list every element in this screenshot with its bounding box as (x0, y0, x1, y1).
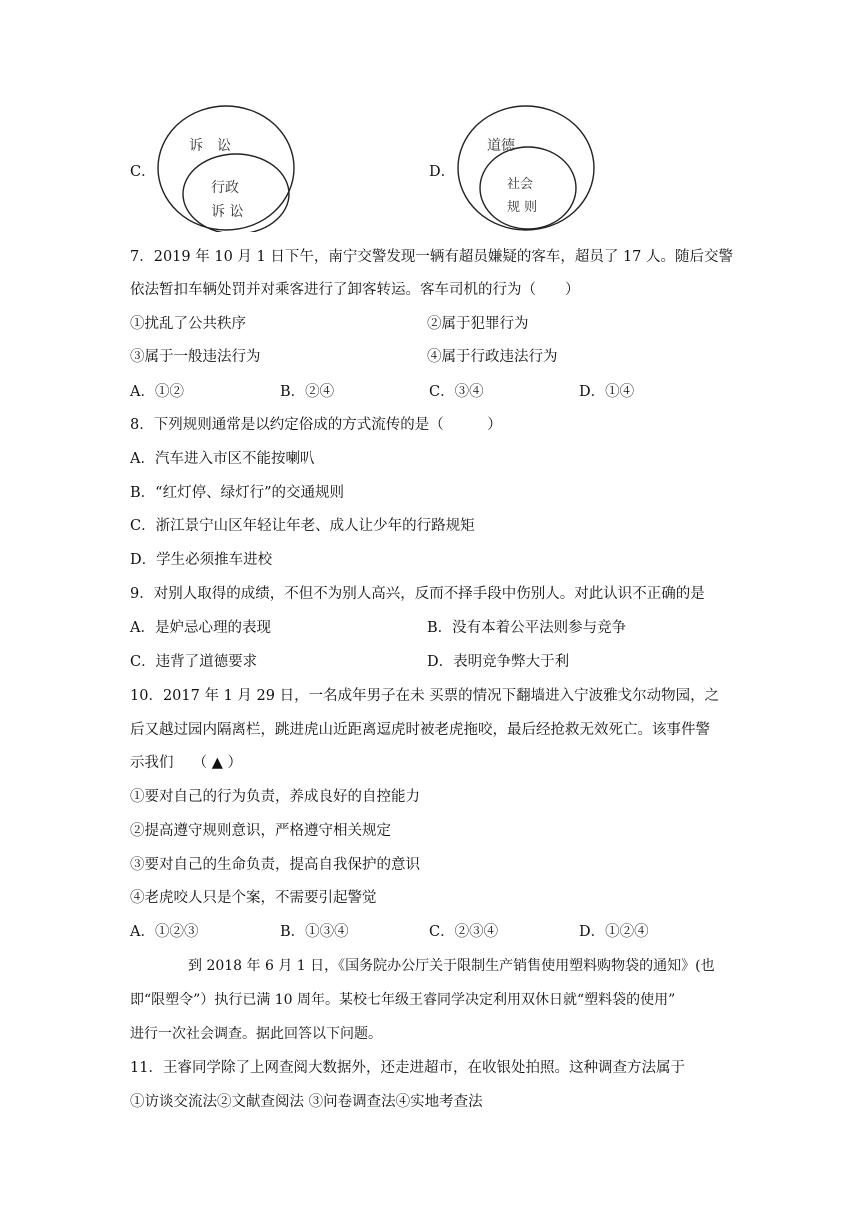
q7-statement-2: ②属于犯罪行为 (427, 316, 529, 332)
q8-stem: 8．下列规则通常是以约定俗成的方式流传的是（ ） (130, 417, 502, 433)
q10-stem-line3: 示我们 （ ▲ ） (130, 755, 242, 771)
passage-line1: 到 2018 年 6 月 1 日，《国务院办公厅关于限制生产销售使用塑料购物袋的通知》(也 (188, 958, 715, 974)
q7-statement-3: ③属于一般违法行为 (130, 349, 261, 365)
inner-label-1: 社会 (507, 177, 534, 192)
q7-stem-line1: 7．2019 年 10 月 1 日下午，南宁交警发现一辆有超员嫌疑的客车，超员了 17 人。随后交警 (130, 249, 734, 265)
q10-statement-3: ③要对自己的生命负责，提高自我保护的意识 (130, 857, 420, 873)
q10-option-b: B．①③④ (280, 924, 349, 940)
passage-line3: 进行一次社会调查。据此回答以下问题。 (130, 1026, 382, 1042)
q9-option-b: B．没有本着公平法则参与竞争 (427, 620, 627, 636)
q7-option-d: D．①④ (579, 384, 635, 400)
option-d-letter: D． (429, 164, 456, 180)
q8-option-c: C．浙江景宁山区年轻让年老、成人让少年的行路规矩 (130, 518, 475, 534)
outer-label: 诉 讼 (189, 138, 231, 154)
q8-option-b: B．“红灯停、绿灯行”的交通规则 (130, 485, 344, 501)
q11-statements: ①访谈交流法②文献查阅法 ③问卷调查法④实地考查法 (130, 1094, 483, 1110)
q11-stem: 11．王睿同学除了上网查阅大数据外，还走进超市，在收银处拍照。这种调查方法属于 (130, 1060, 685, 1076)
venn-diagram-c (153, 102, 303, 232)
q7-statement-1: ①扰乱了公共秩序 (130, 316, 246, 332)
inner-label-2: 规 则 (507, 200, 538, 215)
inner-label-2: 诉 讼 (211, 204, 244, 220)
q9-stem: 9．对别人取得的成绩，不但不为别人高兴，反而不择手段中伤别人。对此认识不正确的是 (130, 586, 705, 602)
q7-option-a: A．①② (130, 384, 184, 400)
passage-line2: 即“限塑令”）执行已满 10 周年。某校七年级王睿同学决定利用双休日就“塑料袋的使用” (130, 992, 676, 1008)
q10-statement-4: ④老虎咬人只是个案，不需要引起警觉 (130, 890, 377, 906)
q9-option-c: C．违背了道德要求 (130, 654, 258, 670)
q10-option-a: A．①②③ (130, 924, 199, 940)
q10-option-d: D．①②④ (579, 924, 649, 940)
q7-option-c: C．③④ (429, 384, 484, 400)
q9-option-d: D．表明竞争弊大于利 (427, 654, 570, 670)
q10-statement-1: ①要对自己的行为负责，养成良好的自控能力 (130, 789, 420, 805)
option-c-letter: C． (130, 164, 156, 180)
outer-label: 道德 (487, 138, 515, 154)
venn-diagram-d (451, 102, 601, 232)
q10-stem-line2: 后又越过园内隔离栏，跳进虎山近距离逗虎时被老虎拖咬，最后经抢救无效死亡。该事件警 (130, 722, 710, 738)
q7-option-b: B．②④ (280, 384, 335, 400)
q10-stem-line1: 10．2017 年 1 月 29 日，一名成年男子在未 买票的情况下翻墙进入宁波雅戈尔动物园，之 (130, 688, 720, 704)
q7-statement-4: ④属于行政违法行为 (427, 349, 558, 365)
q8-option-d: D．学生必须推车进校 (130, 552, 273, 568)
q10-statement-2: ②提高遵守规则意识，严格遵守相关规定 (130, 823, 391, 839)
q10-option-c: C．②③④ (429, 924, 499, 940)
q9-option-a: A．是妒忌心理的表现 (130, 620, 271, 636)
inner-label-1: 行政 (211, 180, 239, 196)
q7-stem-line2: 依法暂扣车辆处罚并对乘客进行了卸客转运。客车司机的行为（ ） (130, 282, 580, 298)
q8-option-a: A．汽车进入市区不能按喇叭 (130, 451, 315, 467)
